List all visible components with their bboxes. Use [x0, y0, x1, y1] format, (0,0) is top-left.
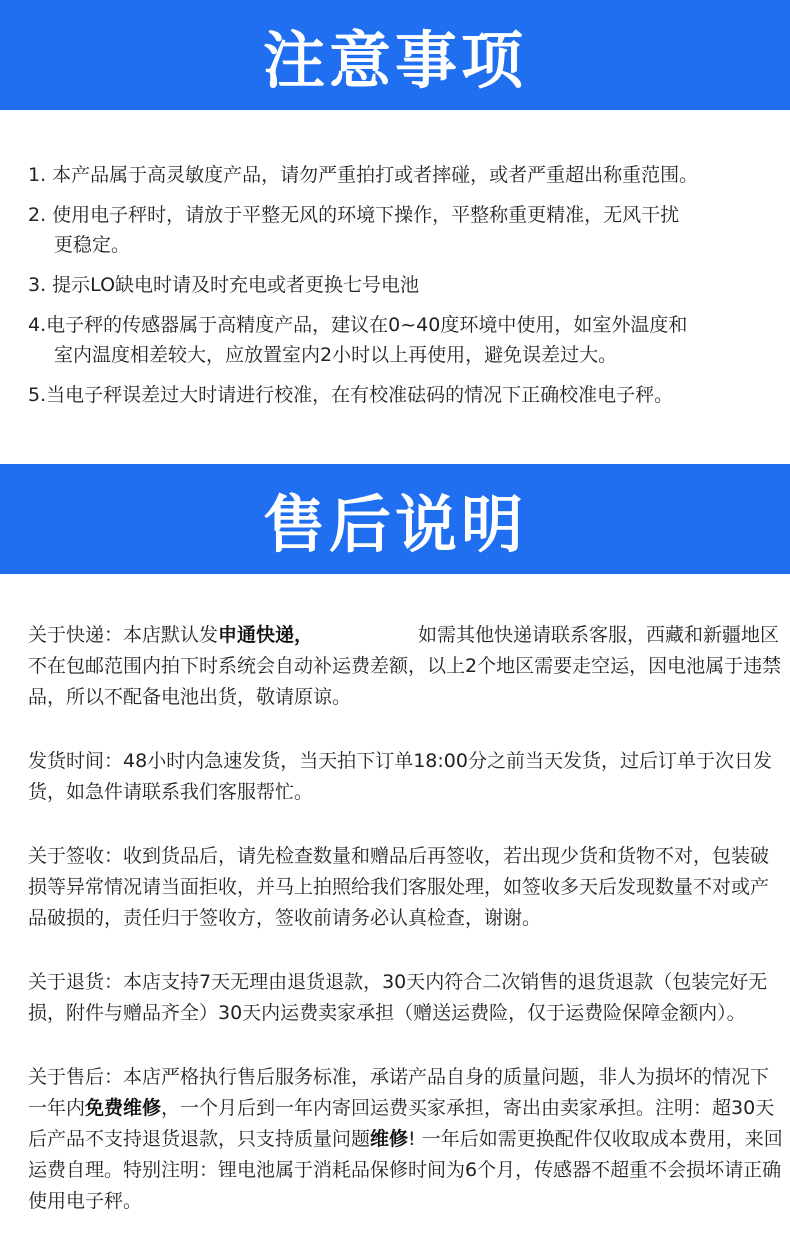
- notice-text: 2. 使用电子秤时，请放于平整无风的环境下操作，平整称重更精准，无风干扰: [28, 204, 680, 226]
- service-part3: ! 一年后如需更换配件仅收取成本费用，来回运费自理。特别注明：锂电池属于消耗品保修时间为6个月，传感器不超重不会损坏请正确使用电子秤。: [28, 1128, 783, 1212]
- notice-text: 5.当电子秤误差过大时请进行校准，在有校准砝码的情况下正确校准电子秤。: [28, 384, 674, 406]
- notice-item: [28, 160, 778, 190]
- express-rest: 如需其他快递请联系客服，西藏和新疆地区不在包邮范围内拍下时系统会自动补运费差额，以上2个地区需要走空运，因电池属于违禁品，所以不配备电池出货，敬请原谅。: [28, 624, 782, 708]
- notice-list: [28, 160, 778, 420]
- shipping-paragraph: [28, 746, 783, 808]
- service-part2: ，一个月后到一年内寄回运费买家承担，寄出由卖家承担。注明：超30天后产品不支持退货退款，只支持质量问题: [28, 1097, 775, 1150]
- notice-text: 4.电子秤的传感器属于高精度产品，建议在0~40度环境中使用，如室外温度和: [28, 314, 688, 336]
- notice-item: [28, 310, 778, 370]
- notice-title: 注意事项: [262, 23, 527, 97]
- free-repair-text: 免费维修: [85, 1097, 162, 1119]
- notice-text: 3. 提示LO缺电时请及时充电或者更换七号电池: [28, 274, 420, 296]
- shipping-rest: 小时内急速发货，当天拍下订单18:00分之前当天发货，过后订单于次日发货，如急件请联系我们客服帮忙。: [28, 750, 772, 803]
- signing-paragraph: 关于签收：收到货品后，请先检查数量和赠品后再签收，若出现少货和货物不对，包装破损等异常情况请当面拒收，并马上拍照给我们客服处理，如签收多天后发现数量不对或产品破损的，责任归于签收方，签收前请务必认真检查，谢谢。: [28, 845, 770, 929]
- notice-text-continued: 更稳定。: [54, 234, 131, 256]
- repair-text: 维修: [370, 1128, 409, 1150]
- aftersale-banner: [0, 464, 790, 574]
- returns-paragraph: 关于退货：本店支持7天无理由退货退款，30天内符合二次销售的退货退款（包装完好无损，附件与赠品齐全）30天内运费卖家承担（赠送运费险，仅于运费险保障金额内）。: [28, 971, 768, 1024]
- notice-text-continued: 室内温度相差较大，应放置室内2小时以上再使用，避免误差过大。: [54, 344, 618, 366]
- shipping-hours: 48: [123, 750, 148, 772]
- aftersale-section: [28, 620, 783, 1250]
- notice-item: [28, 270, 778, 300]
- notice-banner: [0, 0, 790, 110]
- express-prefix: 关于快递：本店默认发: [28, 624, 219, 646]
- express-paragraph: [28, 620, 783, 713]
- notice-item: [28, 380, 778, 410]
- service-paragraph: [28, 1062, 783, 1217]
- notice-text: 1. 本产品属于高灵敏度产品，请勿严重拍打或者摔碰，或者严重超出称重范围。: [28, 164, 699, 186]
- service-part1: 关于售后：本店严格执行售后服务标准，承诺产品自身的质量问题，非人为损坏的情况下一年内: [28, 1066, 770, 1119]
- notice-item: [28, 200, 778, 260]
- aftersale-title: 售后说明: [262, 487, 527, 561]
- express-carrier: 申通快递，: [218, 624, 314, 646]
- shipping-prefix: 发货时间：: [28, 750, 124, 772]
